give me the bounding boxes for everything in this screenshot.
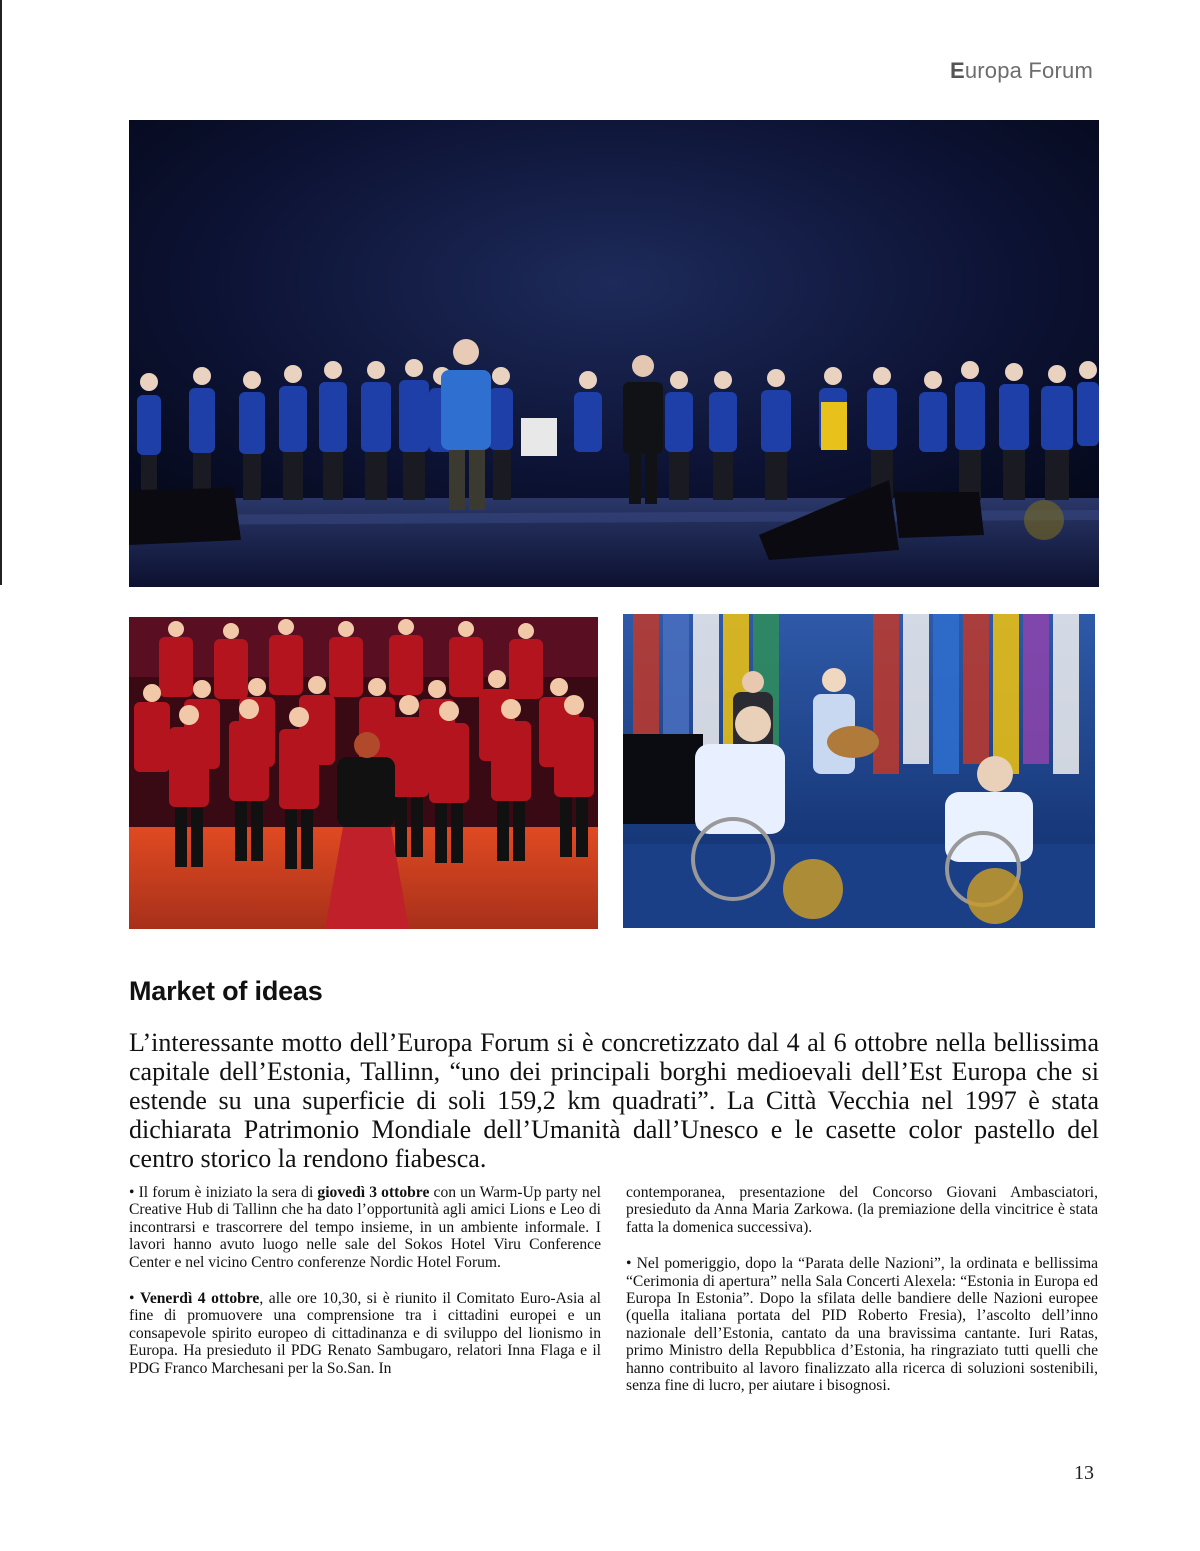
running-head-rest: uropa Forum xyxy=(964,58,1093,83)
article-column-right xyxy=(626,1184,1098,1413)
paragraph-text: • Il forum è iniziato la sera di xyxy=(129,1184,318,1201)
running-head-initial: E xyxy=(949,58,965,83)
section-title: Market of ideas xyxy=(129,976,323,1006)
article-paragraph: • Nel pomeriggio, dopo la “Parata delle Nazioni”, la ordinata e bellissima “Cerimonia di apertura” nella Sala Concerti Alexela: “Estonia in Europa ed Europa In Estonia”. Dopo la sfilata delle bandiere delle Nazioni europee (quella italiana portata del PID Roberto Fresia), l’ascolto dell’inno nazionale dell’Estonia, cantato da una bravissima cantante. Iuri Ratas, primo Ministro della Repubblica d’Estonia, ha ringraziato tutti quelli che hanno contribuito al lavoro finalizzato alla ricerca di soluzioni sostenibili, senza fine di lucro, per aiutare i bisognosi. xyxy=(626,1255,1098,1395)
running-head xyxy=(950,58,1093,84)
stage-group-photo xyxy=(129,120,1099,587)
lead-paragraph: L’interessante motto dell’Europa Forum si è concretizzato dal 4 al 6 ottobre nella bellissima capitale dell’Estonia, Tallinn, “uno dei principali borghi medioevali dell’Est Europa che si estende su una superficie di soli 159,2 km quadrati”. La Città Vecchia nel 1997 è stata dichiarata Patrimonio Mondiale dell’Umanità dall’Unesco e le casette color pastello del centro storico la rendono fiabesca. xyxy=(129,1028,1099,1173)
article-paragraph xyxy=(129,1290,601,1377)
article-column-left xyxy=(129,1184,601,1396)
paragraph-text: , alle ore 10,30, si è riunito il Comitato Euro-Asia al fine di promuovere una comprensione tra i cittadini europei e un consapevole spirito europeo di cittadinanza e di sviluppo del lionismo in Europa. Ha presieduto il PDG Renato Sambugaro, relatori Inna Flaga e il PDG Franco Marchesani per la So.San. In xyxy=(129,1290,601,1377)
wheelchair-singers-photo xyxy=(623,614,1095,928)
boys-choir-photo xyxy=(129,617,598,929)
date-emphasis: Venerdì 4 ottobre xyxy=(140,1290,260,1308)
paragraph-text: con un Warm-Up party nel Creative Hub di Tallinn che ha dato l’opportunità agli amici Lions e Leo di incontrarsi e trascorrere del tempo insieme, in un ambiente informale. I lavori hanno avuto luogo nelle sale del Sokos Hotel Viru Conference Center e nel vicino Centro conferenze Nordic Hotel Forum. xyxy=(129,1184,601,1271)
date-emphasis: giovedì 3 ottobre xyxy=(317,1184,430,1201)
page-number: 13 xyxy=(1074,1462,1094,1484)
page-edge-line xyxy=(0,0,2,585)
paragraph-text: • xyxy=(129,1290,140,1308)
article-paragraph: contemporanea, presentazione del Concorso Giovani Ambasciatori, presieduto da Anna Maria Zarkowa. (la premiazione della vincitrice è stata fatta la domenica successiva). xyxy=(626,1184,1098,1236)
article-paragraph xyxy=(129,1184,601,1271)
